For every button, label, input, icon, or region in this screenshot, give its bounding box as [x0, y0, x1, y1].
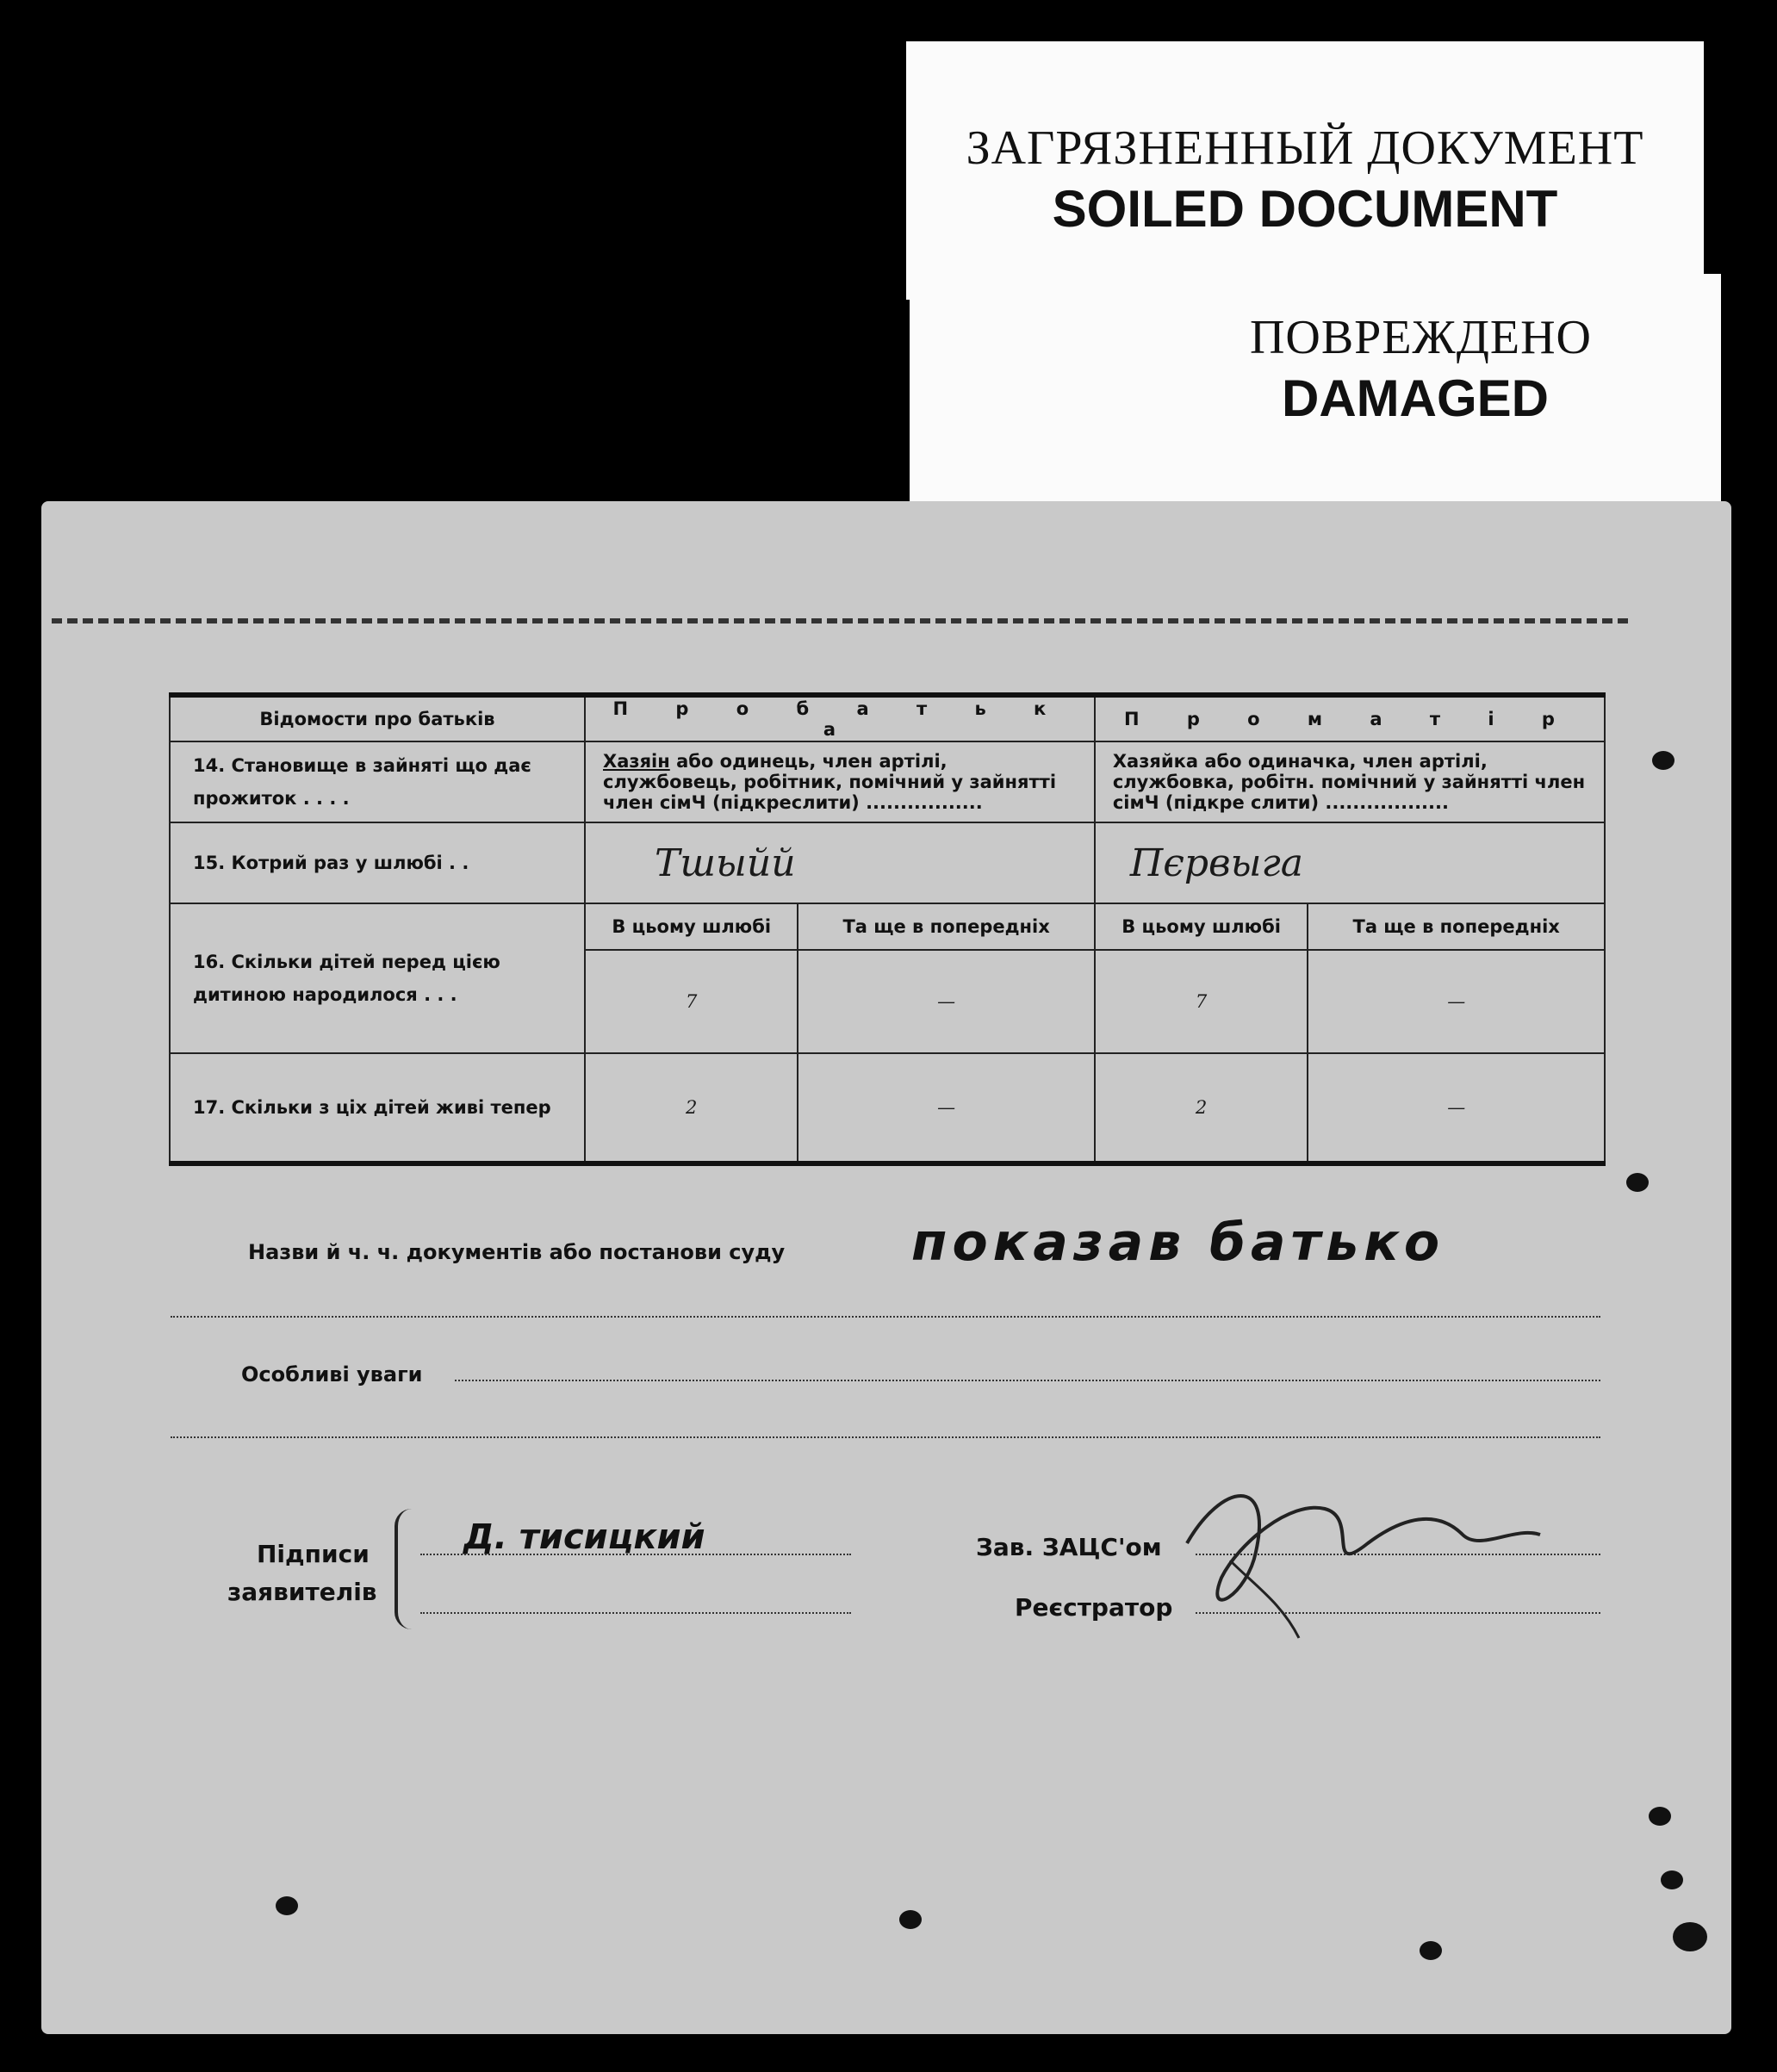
head-label: Зав. ЗАЦС'ом: [976, 1533, 1162, 1561]
punch-hole: [1673, 1922, 1707, 1951]
row17-father-prev: —: [798, 1053, 1094, 1163]
registrar-signature-scribble: [1153, 1449, 1566, 1647]
row17-label: 17. Скільки з ціх дітей живі тепер: [170, 1053, 585, 1163]
subheader-father-prev: Та ще в попередніх: [798, 903, 1094, 950]
row14-father-rest: або одинець, член артілі, службовець, робітник, помічний у зайнятті член сімЧ (підкреслити) .................: [603, 751, 1057, 813]
punch-hole: [899, 1910, 922, 1929]
applicants-brace: [395, 1509, 415, 1629]
remarks-dotted-line-2: [171, 1436, 1600, 1438]
table-header-row: [170, 695, 1605, 741]
row14-father-text: [585, 741, 1095, 822]
subheader-mother-this: В цьому шлюбі: [1095, 903, 1308, 950]
documents-dotted-line: [171, 1316, 1600, 1318]
documents-label: Назви й ч. ч. документів або постанови суду: [248, 1240, 786, 1264]
punch-hole: [1626, 1173, 1649, 1192]
table-subheader-row: [170, 903, 1605, 950]
table-row-17: [170, 1053, 1605, 1163]
row14-father-underlined: Хазяін: [603, 751, 670, 772]
punch-hole: [1420, 1941, 1442, 1960]
document-sheet: [41, 501, 1731, 2034]
header-parents-info: Відомости про батьків: [170, 695, 585, 741]
registrar-label: Реєстратор: [1015, 1593, 1173, 1622]
label-soiled-en: SOILED DOCUMENT: [1052, 180, 1558, 238]
row17-mother-prev: —: [1308, 1053, 1605, 1163]
row15-father-value: Тшыйй: [585, 822, 1095, 903]
row16-father-prev: —: [798, 950, 1094, 1053]
row16-mother-prev: —: [1308, 950, 1605, 1053]
remarks-dotted-line-1: [455, 1380, 1600, 1381]
row15-mother-value: Пєрвыга: [1095, 822, 1605, 903]
punch-hole: [1649, 1807, 1671, 1826]
documents-value: показав батько: [911, 1213, 1445, 1273]
row16-label: 16. Скільки дітей перед цією дитиною народилося . . .: [170, 903, 585, 1053]
remarks-label: Особливі уваги: [241, 1362, 423, 1387]
row17-father-this: 2: [585, 1053, 798, 1163]
row16-mother-this: 7: [1095, 950, 1308, 1053]
applicant-dotted-line-1: [420, 1554, 851, 1555]
row15-label: 15. Котрий раз у шлюбі . .: [170, 822, 585, 903]
punch-hole: [1652, 751, 1674, 770]
row17-mother-this: 2: [1095, 1053, 1308, 1163]
parents-info-table: [169, 692, 1606, 1166]
label-soiled-ru: ЗАГРЯЗНЕННЫЙ ДОКУМЕНТ: [966, 121, 1644, 175]
punch-hole: [276, 1896, 298, 1915]
row14-mother-text: Хазяйка або одиначка, член артілі, службовка, робітн. помічний у зайнятті член сімЧ (підкре слити) ..................: [1095, 741, 1605, 822]
table-row-14: [170, 741, 1605, 822]
applicant-dotted-line-2: [420, 1612, 851, 1614]
table-row-15: [170, 822, 1605, 903]
row16-father-this: 7: [585, 950, 798, 1053]
tear-line: [52, 618, 1628, 623]
row14-label: 14. Становище в зайняті що дає прожиток . . . .: [170, 741, 585, 822]
label-damaged-ru: ПОВРЕЖДЕНО: [1249, 311, 1592, 364]
label-damaged-en: DAMAGED: [1282, 369, 1549, 427]
applicant-signature: Д. тисицкий: [463, 1517, 705, 1557]
header-about-mother: П р о м а т і р: [1095, 695, 1605, 741]
subheader-mother-prev: Та ще в попередніх: [1308, 903, 1605, 950]
header-about-father: П р о б а т ь к а: [585, 695, 1095, 741]
applicants-label-2: заявителів: [227, 1578, 377, 1606]
archive-label-damaged: [910, 274, 1721, 506]
archive-label-soiled: [906, 41, 1704, 300]
applicants-label-1: Підписи: [257, 1540, 370, 1568]
punch-hole: [1661, 1870, 1683, 1889]
subheader-father-this: В цьому шлюбі: [585, 903, 798, 950]
